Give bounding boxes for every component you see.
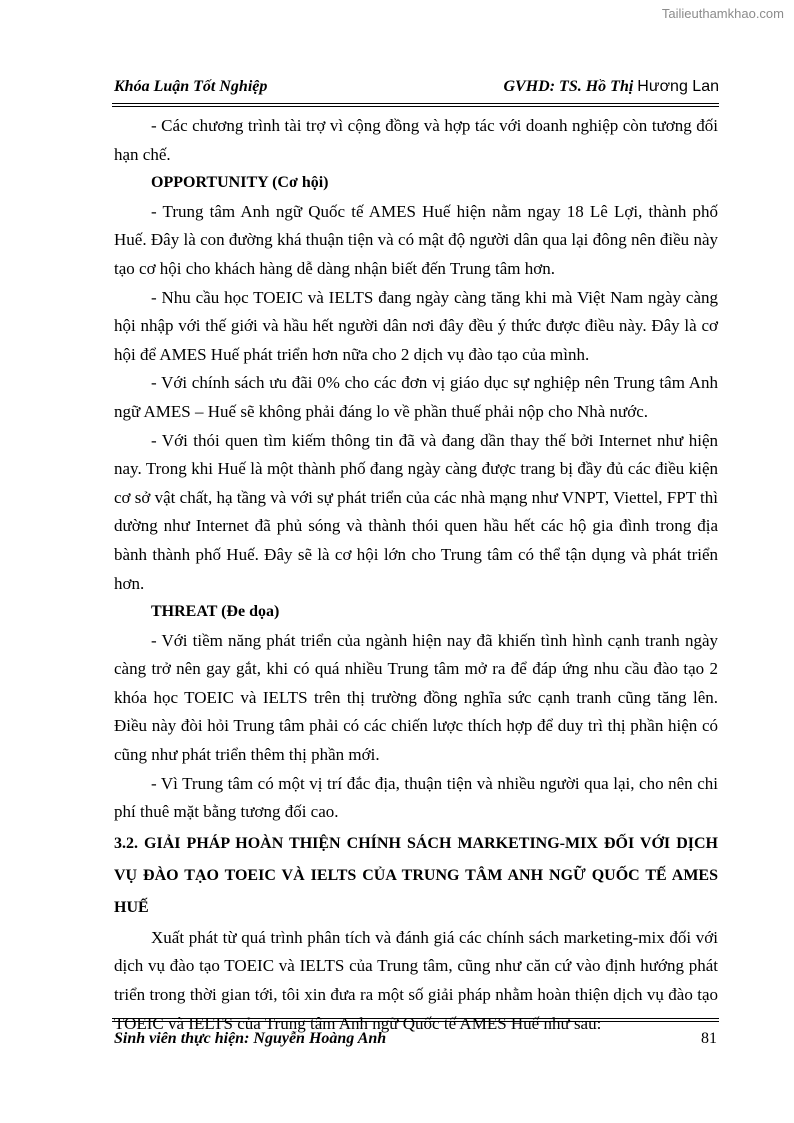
opportunity-heading: OPPORTUNITY (Cơ hội)	[151, 174, 329, 192]
paragraph: - Trung tâm Anh ngữ Quốc tế AMES Huế hiện nằm ngay 18 Lê Lợi, thành phố Huế. Đây là con đường khá thuận tiện và có mật độ người dân qua lại đông nên điều này tạo cơ hội cho khách hàng dễ dàng nhận biết đến Trung tâm hơn.	[114, 201, 718, 278]
section-heading: 3.2. GIẢI PHÁP HOÀN THIỆN CHÍNH SÁCH MARKETING-MIX ĐỐI VỚI DỊCH VỤ ĐÀO TẠO TOEIC VÀ IELTS CỦA TRUNG TÂM ANH NGỮ QUỐC TẾ AMES HUẾ	[114, 834, 718, 916]
threat-heading: THREAT (Đe dọa)	[151, 603, 280, 621]
page-header	[112, 78, 719, 102]
paragraph: - Vì Trung tâm có một vị trí đắc địa, thuận tiện và nhiều người qua lại, cho nên chi phí thuê mặt bằng tương đối cao.	[114, 773, 718, 822]
page-number: 81	[701, 1030, 717, 1047]
header-advisor-name: Hương Lan	[637, 78, 719, 95]
header-advisor	[504, 78, 720, 96]
header-advisor-bold: GVHD: TS. Hồ Thị	[503, 78, 634, 95]
footer-student: Sinh viên thực hiện: Nguyễn Hoàng Anh	[114, 1030, 387, 1047]
paragraph: - Với thói quen tìm kiếm thông tin đã và đang dần thay thế bởi Internet như hiện nay. Trong khi Huế là một thành phố đang ngày càng được trang bị đầy đủ các điều kiện cơ sở vật chất, hạ tầng và với sự phát triển của các nhà mạng như VNPT, Viettel, FPT thì dường như Internet đã phủ sóng và thành thói quen hầu hết các hộ gia đình trong địa bành thành phố Huế. Đây sẽ là cơ hội lớn cho Trung tâm có thể tận dụng và phát triển hơn.	[114, 430, 718, 593]
watermark: Tailieuthamkhao.com	[661, 6, 784, 21]
footer-rule	[112, 1018, 719, 1022]
paragraph: - Với chính sách ưu đãi 0% cho các đơn vị giáo dục sự nghiệp nên Trung tâm Anh ngữ AMES – Huế sẽ không phải đáng lo về phần thuế phải nộp cho Nhà nước.	[114, 373, 718, 421]
paragraph: - Nhu cầu học TOEIC và IELTS đang ngày càng tăng khi mà Việt Nam ngày càng hội nhập với thế giới và hầu hết người dân nơi đây đều ý thức được điều này. Đây là cơ hội để AMES Huế phát triển hơn nữa cho 2 dịch vụ đào tạo của mình.	[114, 287, 718, 364]
paragraph: Xuất phát từ quá trình phân tích và đánh giá các chính sách marketing-mix đối với dịch vụ đào tạo TOEIC và IELTS của Trung tâm, cũng như căn cứ vào định hướng phát triển trong thời gian tới, tôi xin đưa ra một số giải pháp nhằm hoàn thiện dịch vụ đào tạo TOEIC và IELTS của Trung tâm Anh ngữ Quốc tế AMES Huế như sau:	[114, 927, 718, 1033]
page-body	[114, 112, 718, 1038]
header-rule	[112, 103, 719, 107]
paragraph: - Với tiềm năng phát triển của ngành hiện nay đã khiến tình hình cạnh tranh ngày càng trở nên gay gắt, khi có quá nhiều Trung tâm mở ra để đáp ứng nhu cầu đào tạo 2 khóa học TOEIC và IELTS trên thị trường đồng nghĩa sức cạnh tranh cũng tăng lên. Điều này đòi hỏi Trung tâm phải có các chiến lược thích hợp để duy trì thị phần hiện có cũng như phát triển thêm thị phần mới.	[114, 630, 718, 765]
header-thesis-title: Khóa Luận Tốt Nghiệp	[114, 78, 268, 95]
paragraph: - Các chương trình tài trợ vì cộng đồng và hợp tác với doanh nghiệp còn tương đối hạn chế.	[114, 116, 718, 164]
